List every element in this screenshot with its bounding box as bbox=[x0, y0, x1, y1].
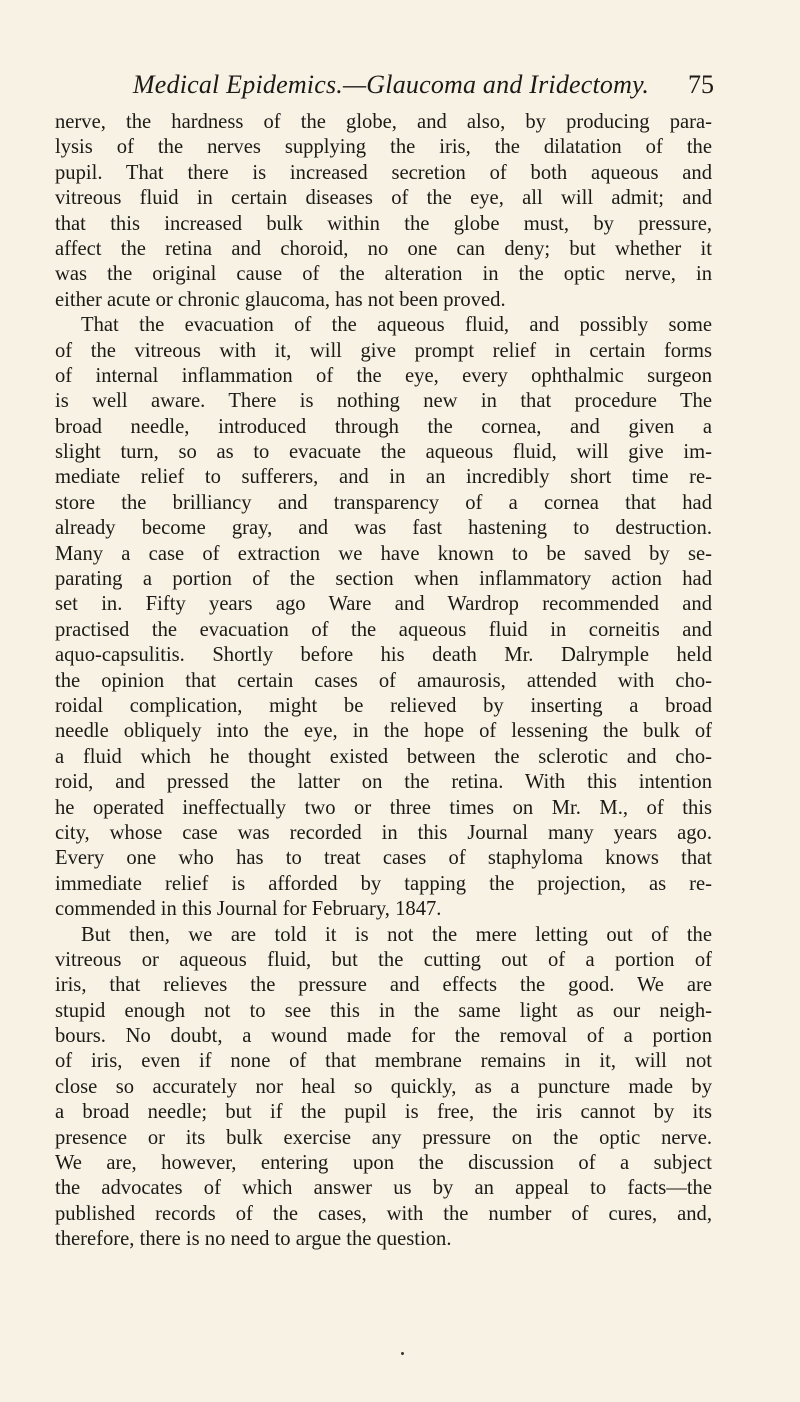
text-line: broad needle, introduced through the cornea, and given a bbox=[55, 415, 712, 438]
text-line: he operated ineffectually two or three times on Mr. M., of this bbox=[55, 796, 712, 819]
text-line: That the evacuation of the aqueous fluid, and possibly some bbox=[81, 314, 712, 337]
text-line: pupil. That there is increased secretion of both aqueous and bbox=[55, 161, 712, 184]
text-line: close so accurately nor heal so quickly, as a puncture made by bbox=[55, 1075, 712, 1098]
text-line: is well aware. There is nothing new in that procedure The bbox=[55, 390, 712, 413]
text-line: mediate relief to sufferers, and in an incredibly short time re- bbox=[55, 466, 712, 489]
text-line: therefore, there is no need to argue the question. bbox=[55, 1228, 452, 1251]
text-line: But then, we are told it is not the mere letting out of the bbox=[81, 923, 712, 946]
text-line: set in. Fifty years ago Ware and Wardrop recommended and bbox=[55, 593, 712, 616]
text-line: the opinion that certain cases of amaurosis, attended with cho- bbox=[55, 669, 712, 692]
text-line: We are, however, entering upon the discussion of a subject bbox=[55, 1152, 712, 1175]
text-line: already become gray, and was fast hastening to destruction. bbox=[55, 517, 712, 540]
text-line: stupid enough not to see this in the same light as our neigh- bbox=[55, 999, 712, 1022]
text-line: Many a case of extraction we have known to be saved by se- bbox=[55, 542, 712, 565]
text-line: was the original cause of the alteration in the optic nerve, in bbox=[55, 263, 712, 286]
text-line: roidal complication, might be relieved by inserting a broad bbox=[55, 694, 712, 717]
text-line: store the brilliancy and transparency of a cornea that had bbox=[55, 491, 712, 514]
text-line: Every one who has to treat cases of staphyloma knows that bbox=[55, 847, 712, 870]
text-line: that this increased bulk within the globe must, by pressure, bbox=[55, 212, 712, 235]
text-line: nerve, the hardness of the globe, and also, by producing para- bbox=[55, 111, 712, 133]
text-line: roid, and pressed the latter on the retina. With this intention bbox=[55, 771, 712, 794]
text-line: vitreous fluid in certain diseases of the eye, all will admit; and bbox=[55, 187, 712, 210]
text-line: aquo-capsulitis. Shortly before his death Mr. Dalrymple held bbox=[55, 644, 712, 667]
text-line: vitreous or aqueous fluid, but the cutting out of a portion of bbox=[55, 948, 712, 971]
text-line: presence or its bulk exercise any pressure on the optic nerve. bbox=[55, 1126, 712, 1149]
running-head-title: Medical Epidemics.—Glaucoma and Iridectomy. bbox=[132, 70, 650, 99]
body-text bbox=[55, 110, 712, 1253]
text-line: immediate relief is afforded by tapping the projection, as re- bbox=[55, 872, 712, 895]
text-line: published records of the cases, with the number of cures, and, bbox=[55, 1202, 712, 1225]
text-line: city, whose case was recorded in this Journal many years ago. bbox=[55, 821, 712, 844]
text-line: of the vitreous with it, will give prompt relief in certain forms bbox=[55, 339, 712, 362]
running-head bbox=[118, 70, 714, 104]
text-line: iris, that relieves the pressure and effects the good. We are bbox=[55, 974, 712, 997]
page-number: 75 bbox=[688, 70, 714, 99]
text-line: either acute or chronic glaucoma, has not been proved. bbox=[55, 288, 506, 311]
text-line: affect the retina and choroid, no one can deny; but whether it bbox=[55, 237, 712, 260]
text-line: commended in this Journal for February, 1847. bbox=[55, 898, 442, 921]
text-line: needle obliquely into the eye, in the hope of lessening the bulk of bbox=[55, 720, 712, 743]
text-line: slight turn, so as to evacuate the aqueous fluid, will give im- bbox=[55, 441, 712, 464]
text-line: parating a portion of the section when inflammatory action had bbox=[55, 568, 712, 591]
ink-speck bbox=[401, 1352, 404, 1355]
text-line: of internal inflammation of the eye, every ophthalmic surgeon bbox=[55, 364, 712, 387]
text-line: the advocates of which answer us by an appeal to facts—the bbox=[55, 1177, 712, 1200]
text-line: bours. No doubt, a wound made for the removal of a portion bbox=[55, 1025, 712, 1048]
text-line: a fluid which he thought existed between the sclerotic and cho- bbox=[55, 745, 712, 768]
text-line: practised the evacuation of the aqueous fluid in corneitis and bbox=[55, 618, 712, 641]
text-line: of iris, even if none of that membrane remains in it, will not bbox=[55, 1050, 712, 1073]
text-line: lysis of the nerves supplying the iris, the dilatation of the bbox=[55, 136, 712, 159]
text-line: a broad needle; but if the pupil is free, the iris cannot by its bbox=[55, 1101, 712, 1124]
